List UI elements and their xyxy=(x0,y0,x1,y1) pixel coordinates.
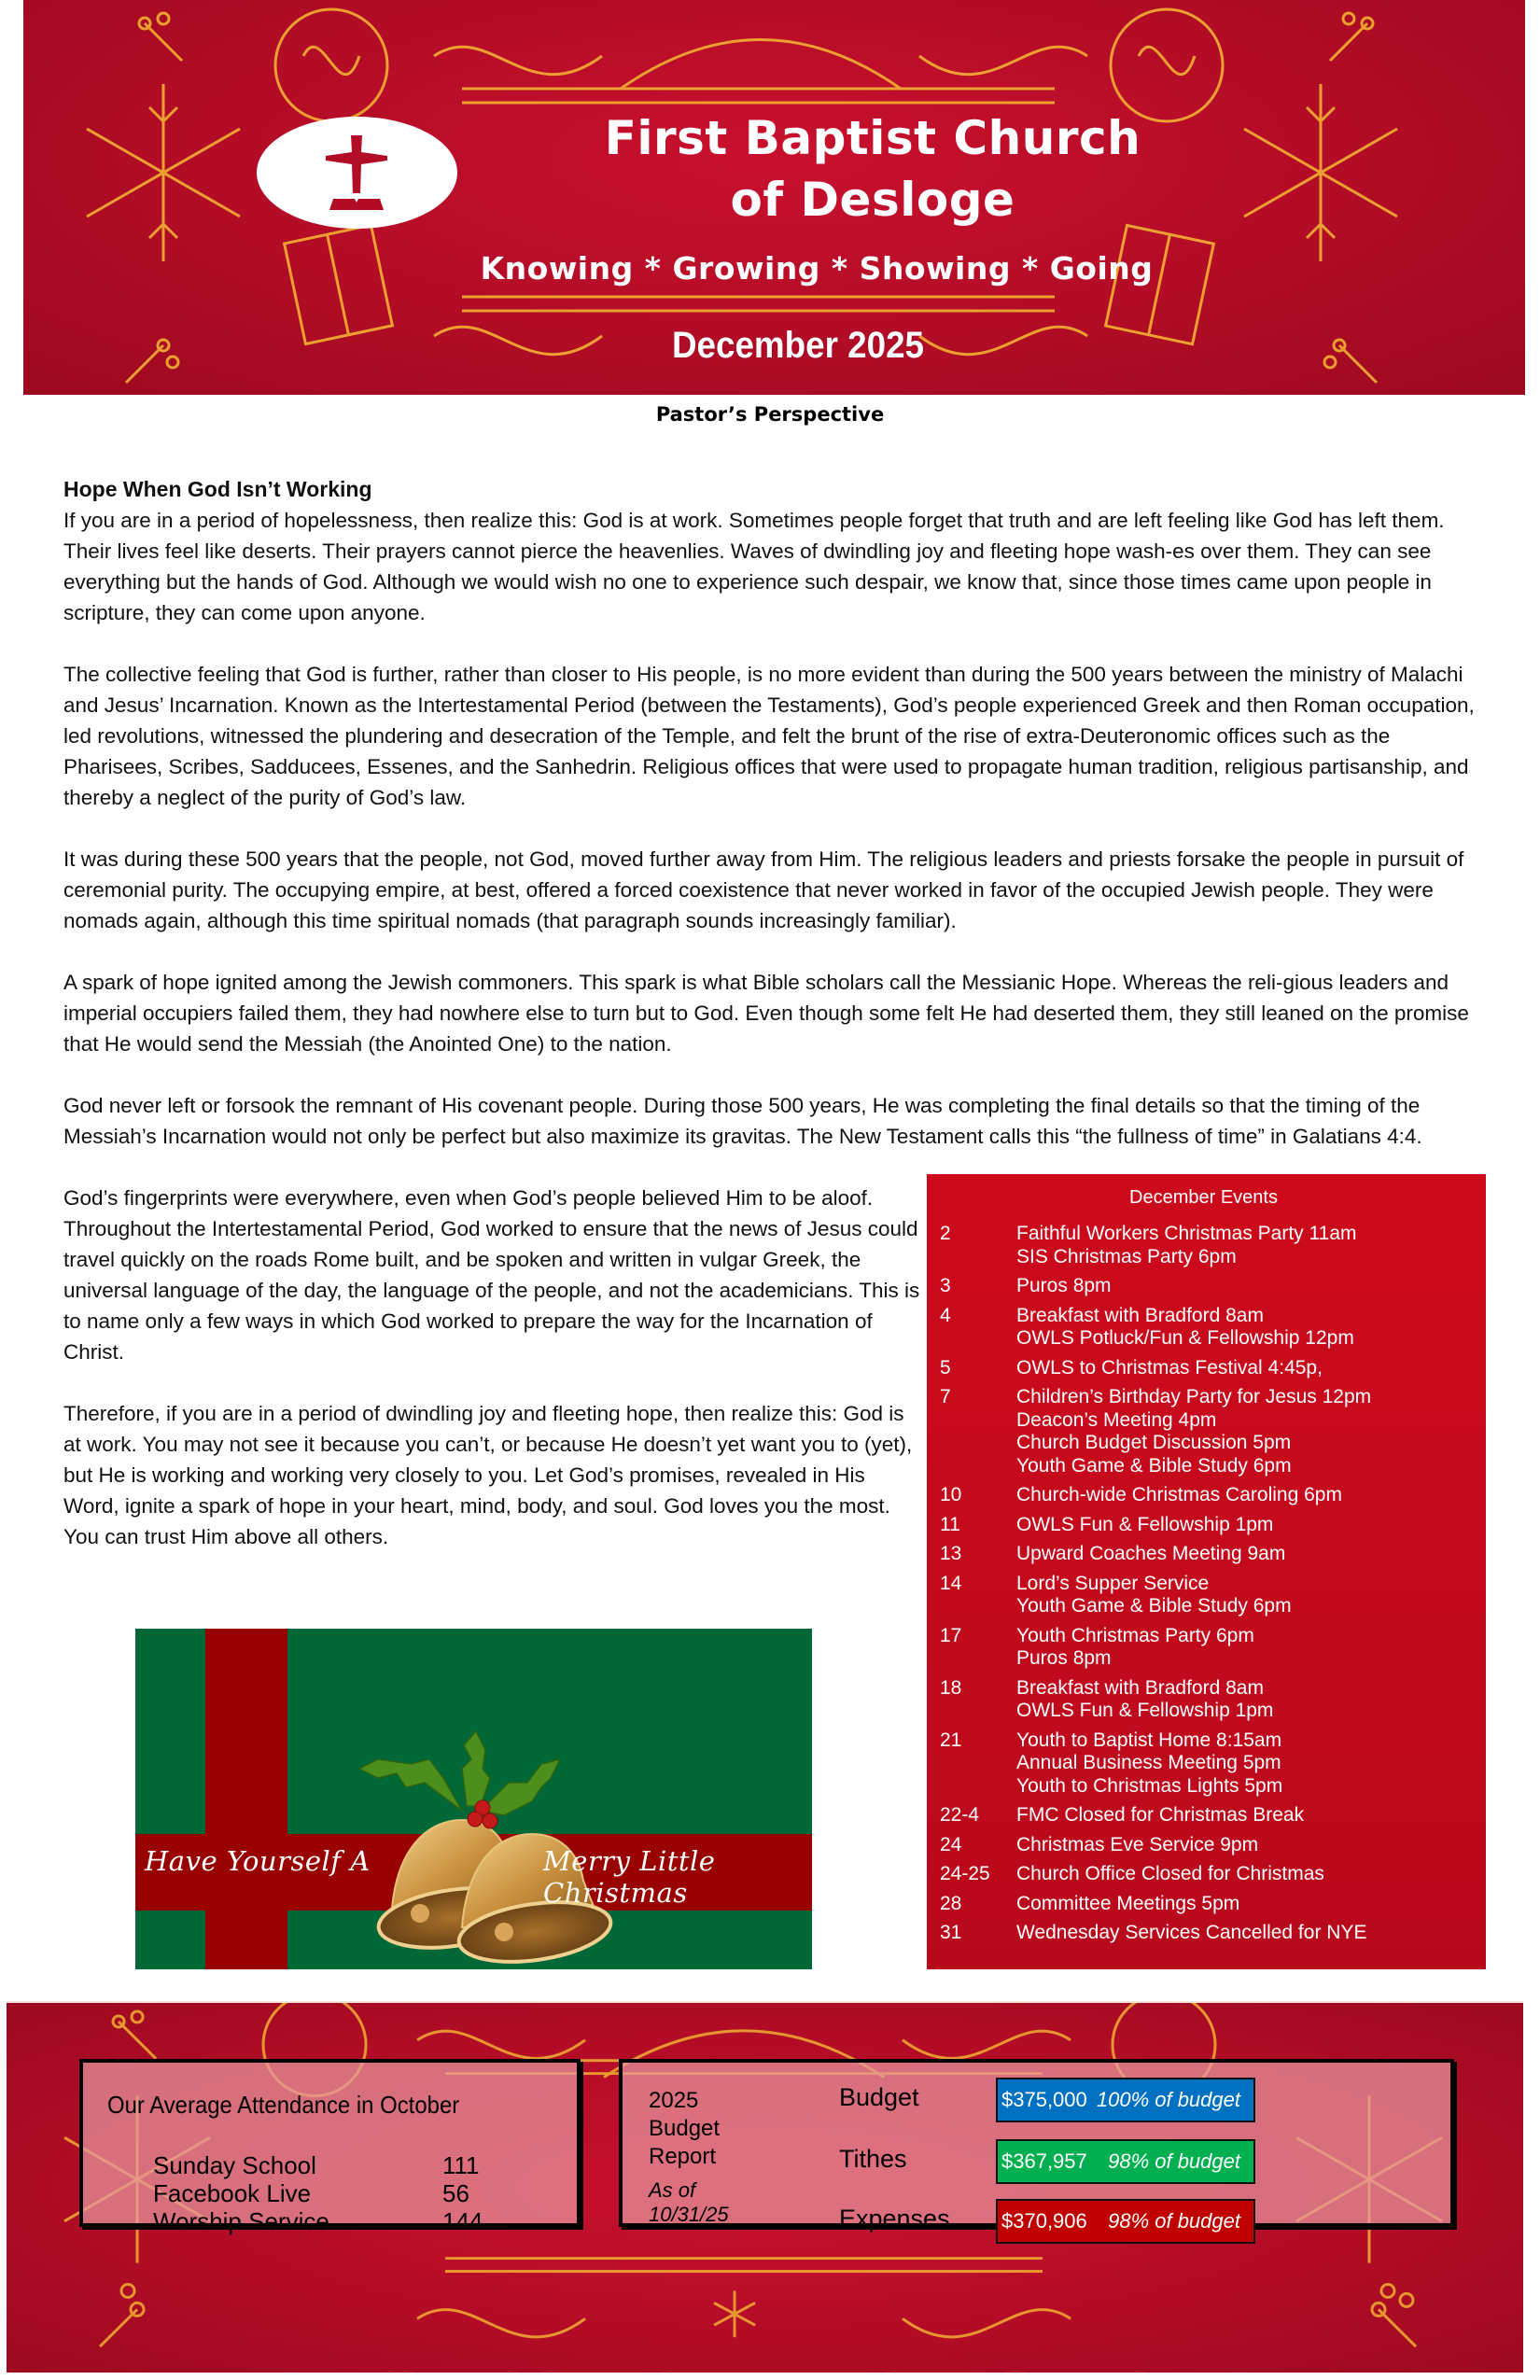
event-day: 3 xyxy=(940,1275,951,1296)
event-row xyxy=(940,1922,1467,1945)
event-day: 21 xyxy=(940,1729,962,1751)
event-row xyxy=(940,1573,1467,1618)
event-item: OWLS Potluck/Fun & Fellowship 12pm xyxy=(1016,1327,1354,1349)
event-row xyxy=(940,1484,1467,1507)
events-list xyxy=(940,1223,1467,1945)
article-paragraph: God never left or forsook the remnant of His covenant people. During those 500 years, He was completing the final details so that the timing of the Messiah’s Incarnation would not only be perfect but also maximize its gravitas. The New Testament calls this “the fullness of time” in Galatians 4:4. xyxy=(63,1094,1422,1148)
event-item: Breakfast with Bradford 8am xyxy=(1016,1676,1264,1699)
event-row xyxy=(940,1223,1467,1268)
church-name-line1: First Baptist Church xyxy=(604,111,1141,165)
event-item: Deacon’s Meeting 4pm xyxy=(1016,1408,1217,1431)
events-title: December Events xyxy=(1129,1187,1278,1208)
attendance-row xyxy=(153,2151,526,2179)
event-items xyxy=(1016,1677,1467,1723)
event-item: Youth Game & Bible Study 6pm xyxy=(1016,1595,1292,1617)
event-item: Youth to Baptist Home 8:15am xyxy=(1016,1729,1282,1751)
church-motto: Knowing * Growing * Showing * Going xyxy=(480,250,1154,287)
event-items xyxy=(1016,1543,1467,1566)
event-day: 13 xyxy=(940,1543,962,1564)
budget-report-box xyxy=(619,2059,1454,2233)
event-day: 18 xyxy=(940,1676,962,1699)
event-items xyxy=(1016,1863,1467,1886)
attendance-label: Sunday School xyxy=(153,2151,316,2179)
budget-heading-line: 2025 xyxy=(649,2088,699,2113)
event-item: Church-wide Christmas Caroling 6pm xyxy=(1016,1484,1342,1505)
christmas-card-image xyxy=(135,1629,812,1969)
budget-bar xyxy=(996,2199,1255,2244)
event-row xyxy=(940,1357,1467,1380)
article-paragraph: If you are in a period of hopelessness, then realize this: God is at work. Sometimes people forget that truth and are left feeling like God has left them. Their lives feel like deserts. Their prayers cannot pierce the heavenlies. Waves of dwindling joy and fleeting hope wash-es over them. They can see everything but the hands of God. Although we would wish no one to experience such despair, we know that, since those times came upon people in scripture, they can come upon anyone. xyxy=(63,509,1445,624)
event-row xyxy=(940,1514,1467,1537)
event-items xyxy=(1016,1275,1467,1298)
budget-bar xyxy=(996,2139,1255,2184)
event-item: OWLS Fun & Fellowship 1pm xyxy=(1016,1700,1274,1721)
event-items xyxy=(1016,1625,1467,1671)
event-items xyxy=(1016,1223,1467,1268)
event-item: Church Office Closed for Christmas xyxy=(1016,1863,1324,1884)
card-text-right: Merry Little Christmas xyxy=(543,1845,716,1909)
article-paragraph: Therefore, if you are in a period of dwindling joy and fleeting hope, then realize this: God is at work. You may not see it because you can’t, or because He doesn’t yet want you to (yet), but He is working and working very closely to you. Let God’s promises, revealed in His Word, ignite a spark of hope in your heart, mind, body, and soul. God loves you the most. You can trust Him above all others. xyxy=(63,1402,913,1548)
december-events-box xyxy=(927,1174,1486,1969)
event-day: 24 xyxy=(940,1833,962,1855)
event-items xyxy=(1016,1834,1467,1857)
attendance-label: Worship Service xyxy=(153,2207,329,2235)
event-items xyxy=(1016,1386,1467,1477)
event-items xyxy=(1016,1514,1467,1537)
event-item: OWLS Fun & Fellowship 1pm xyxy=(1016,1513,1274,1535)
budget-row-label: Budget xyxy=(839,2083,919,2111)
budget-bar xyxy=(996,2078,1255,2122)
section-title: Pastor’s Perspective xyxy=(655,403,885,426)
budget-row-label: Tithes xyxy=(839,2145,907,2173)
event-item: SIS Christmas Party 6pm xyxy=(1016,1245,1237,1267)
event-item: Youth Christmas Party 6pm xyxy=(1016,1624,1254,1646)
event-day: 4 xyxy=(940,1304,951,1326)
budget-amount: $375,000 xyxy=(1001,2088,1087,2111)
event-day: 2 xyxy=(940,1223,951,1244)
event-day: 22-4 xyxy=(940,1804,980,1826)
event-item: Annual Business Meeting 5pm xyxy=(1016,1752,1281,1773)
event-row xyxy=(940,1834,1467,1857)
event-items xyxy=(1016,1484,1467,1507)
budget-percent: 98% of budget xyxy=(1108,2149,1240,2173)
budget-report-heading xyxy=(649,2087,720,2171)
budget-row-label: Expenses xyxy=(839,2205,950,2233)
budget-percent: 98% of budget xyxy=(1108,2209,1240,2233)
church-name xyxy=(378,107,1367,231)
event-row xyxy=(940,1677,1467,1723)
event-item: Church Budget Discussion 5pm xyxy=(1016,1432,1292,1453)
event-day: 17 xyxy=(940,1624,962,1646)
attendance-row xyxy=(153,2179,526,2207)
attendance-list xyxy=(153,2151,526,2235)
event-row xyxy=(940,1729,1467,1799)
article-paragraph: The collective feeling that God is further, rather than closer to His people, is no more evident than during the 500 years between the ministry of Malachi and Jesus’ Incarnation. Known as the Intertestamental Period (between the Testaments), God’s people experienced Greek and then Roman occupation, led revolutions, witnessed the plundering and desecration of the Temple, and felt the brunt of the rise of extra-Deuteronomic offices such as the Pharisees, Scribes, Sadducees, Essenes, and the Sanhedrin. Religious offices that were used to propagate human tradition, religious partisanship, and thereby a neglect of the purity of God’s law. xyxy=(63,663,1475,809)
footer-banner xyxy=(7,2001,1523,2373)
attendance-label: Facebook Live xyxy=(153,2179,312,2207)
event-item: Faithful Workers Christmas Party 11am xyxy=(1016,1223,1357,1244)
budget-amount: $370,906 xyxy=(1001,2209,1087,2233)
event-item: Youth to Christmas Lights 5pm xyxy=(1016,1774,1283,1797)
event-row xyxy=(940,1863,1467,1886)
event-item: Lord’s Supper Service xyxy=(1016,1572,1210,1594)
as-of-date: 10/31/25 xyxy=(649,2203,729,2226)
attendance-row xyxy=(153,2207,526,2235)
budget-as-of xyxy=(649,2178,729,2227)
budget-heading-line: Report xyxy=(649,2144,717,2169)
event-items xyxy=(1016,1573,1467,1618)
budget-amount: $367,957 xyxy=(1001,2149,1087,2173)
event-row xyxy=(940,1275,1467,1298)
article-paragraph: It was during these 500 years that the people, not God, moved further away from Him. The religious leaders and priests forsake the people in pursuit of ceremonial purity. The occupying empire, at best, offered a forced coexistence that never worked in favor of the occupied Jewish people. They were nomads again, although this time spiritual nomads (that paragraph sounds increasingly familiar). xyxy=(63,847,1464,932)
attendance-value: 111 xyxy=(442,2151,480,2179)
event-row xyxy=(940,1386,1467,1477)
event-day: 24-25 xyxy=(940,1863,990,1884)
ribbon-vertical xyxy=(205,1629,287,1969)
event-item: Children’s Birthday Party for Jesus 12pm xyxy=(1016,1386,1372,1407)
article-title: Hope When God Isn’t Working xyxy=(63,477,372,501)
church-name-line2: of Desloge xyxy=(730,173,1015,227)
event-item: Youth Game & Bible Study 6pm xyxy=(1016,1454,1292,1477)
event-item: Puros 8pm xyxy=(1016,1647,1112,1669)
event-items xyxy=(1016,1893,1467,1916)
event-day: 28 xyxy=(940,1892,962,1914)
attendance-title: Our Average Attendance in October xyxy=(107,2091,460,2119)
event-item: Puros 8pm xyxy=(1016,1275,1112,1296)
event-item: FMC Closed for Christmas Break xyxy=(1016,1804,1305,1826)
attendance-box xyxy=(79,2059,581,2235)
event-day: 5 xyxy=(940,1356,951,1379)
event-day: 14 xyxy=(940,1572,962,1594)
event-item: Committee Meetings 5pm xyxy=(1016,1892,1240,1914)
attendance-value: 144 xyxy=(442,2207,483,2235)
event-items xyxy=(1016,1804,1467,1827)
event-items xyxy=(1016,1305,1467,1351)
event-item: Breakfast with Bradford 8am xyxy=(1016,1304,1264,1326)
budget-percent: 100% of budget xyxy=(1096,2088,1240,2111)
event-item: OWLS to Christmas Festival 4:45p, xyxy=(1016,1356,1323,1379)
budget-heading-line: Budget xyxy=(649,2116,721,2141)
event-row xyxy=(940,1893,1467,1916)
event-row xyxy=(940,1804,1467,1827)
attendance-value: 56 xyxy=(442,2179,469,2207)
event-items xyxy=(1016,1357,1467,1380)
event-row xyxy=(940,1305,1467,1351)
event-items xyxy=(1016,1922,1467,1945)
event-row xyxy=(940,1625,1467,1671)
event-day: 31 xyxy=(940,1922,962,1943)
event-item: Wednesday Services Cancelled for NYE xyxy=(1016,1922,1367,1943)
card-text-left: Have Yourself A xyxy=(145,1845,371,1877)
as-of-label: As of xyxy=(649,2178,696,2202)
event-item: Christmas Eve Service 9pm xyxy=(1016,1833,1259,1855)
article-paragraph: A spark of hope ignited among the Jewish commoners. This spark is what Bible scholars call the Messianic Hope. Whereas the reli-gious leaders and imperial occupiers failed them, they had nowhere else to turn but to God. Even though some felt He had deserted them, they still leaned on the promise that He would send the Messiah (the Anointed One) to the nation. xyxy=(63,971,1469,1056)
article-paragraph: God’s fingerprints were everywhere, even when God’s people believed Him to be aloof. Throughout the Intertestamental Period, God worked to ensure that the news of Jesus could travel quickly on the roads Rome built, and be spoken and written in vulgar Greek, the universal language of the day, the language of the people, and not the academicians. This is to name only a few ways in which God worked to prepare the way for the Incarnation of Christ. xyxy=(63,1186,920,1364)
event-row xyxy=(940,1543,1467,1566)
header-banner xyxy=(23,0,1525,395)
event-items xyxy=(1016,1729,1467,1799)
event-item: Upward Coaches Meeting 9am xyxy=(1016,1543,1286,1564)
event-day: 10 xyxy=(940,1484,962,1505)
issue-date: December 2025 xyxy=(671,325,925,366)
event-day: 7 xyxy=(940,1386,951,1407)
event-day: 11 xyxy=(940,1513,960,1535)
